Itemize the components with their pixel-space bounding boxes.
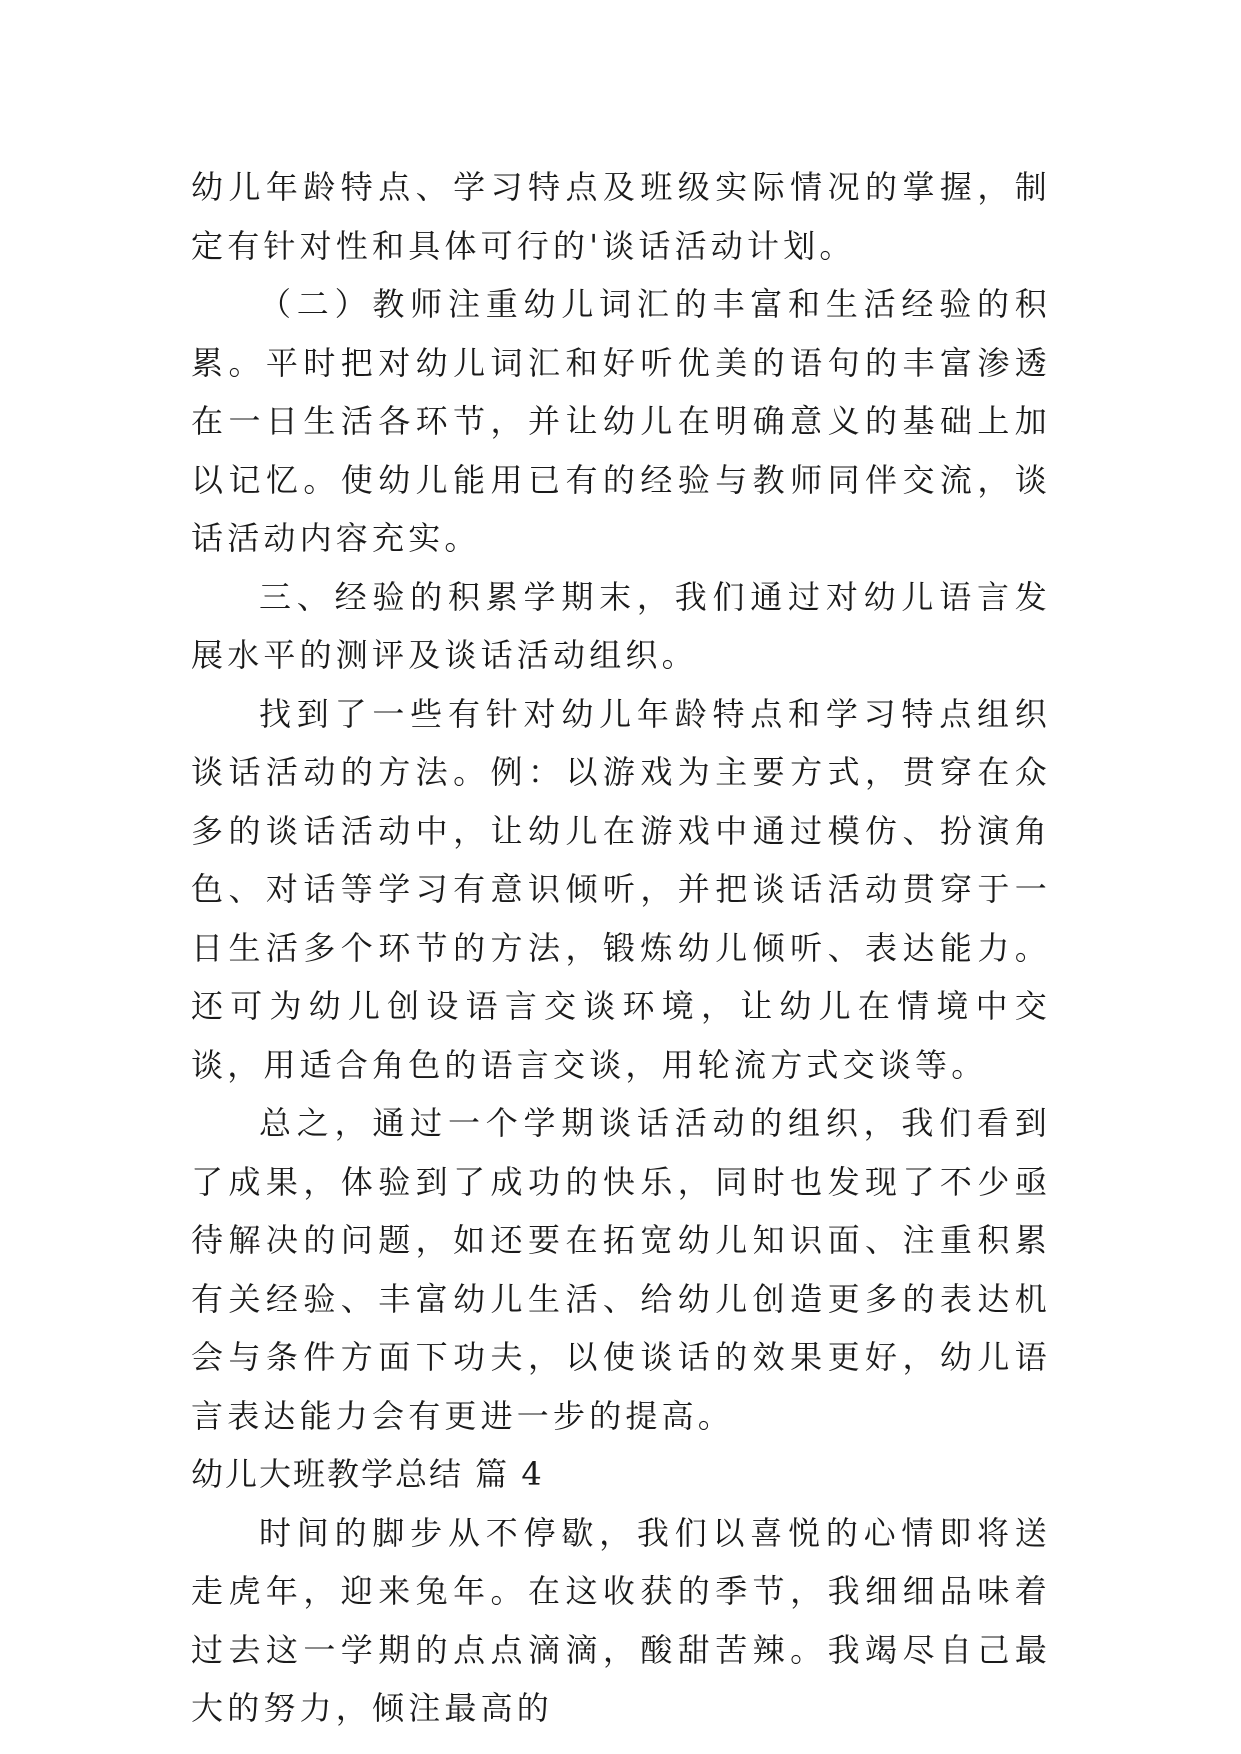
paragraph-4: 找到了一些有针对幼儿年龄特点和学习特点组织谈话活动的方法。例：以游戏为主要方式，贯穿在众多的谈话活动中，让幼儿在游戏中通过模仿、扮演角色、对话等学习有意识倾听，并把谈话活动贯穿于一日生活多个环节的方法，锻炼幼儿倾听、表达能力。还可为幼儿创设语言交谈环境，让幼儿在情境中交谈，用适合角色的语言交谈，用轮流方式交谈等。	[191, 694, 1051, 1084]
paragraph-2: （二）教师注重幼儿词汇的丰富和生活经验的积累。平时把对幼儿词汇和好听优美的语句的丰富渗透在一日生活各环节，并让幼儿在明确意义的基础上加以记忆。使幼儿能用已有的经验与教师同伴交流，谈话活动内容充实。	[191, 285, 1051, 557]
paragraph-1: 幼儿年龄特点、学习特点及班级实际情况的掌握，制定有针对性和具体可行的'谈话活动计划。	[191, 168, 1051, 265]
paragraph-6: 时间的脚步从不停歇，我们以喜悦的心情即将送走虎年，迎来兔年。在这收获的季节，我细细品味着过去这一学期的点点滴滴，酸甜苦辣。我竭尽自己最大的努力，倾注最高的	[191, 1513, 1051, 1727]
paragraph-5: 总之，通过一个学期谈话活动的组织，我们看到了成果，体验到了成功的快乐，同时也发现了不少亟待解决的问题，如还要在拓宽幼儿知识面、注重积累有关经验、丰富幼儿生活、给幼儿创造更多的表达机会与条件方面下功夫，以使谈话的效果更好，幼儿语言表达能力会有更进一步的提高。	[191, 1104, 1051, 1435]
document-body	[191, 158, 1051, 1738]
section-title: 幼儿大班教学总结 篇 4	[191, 1455, 544, 1493]
paragraph-3: 三、经验的积累学期末，我们通过对幼儿语言发展水平的测评及谈话活动组织。	[191, 577, 1051, 674]
